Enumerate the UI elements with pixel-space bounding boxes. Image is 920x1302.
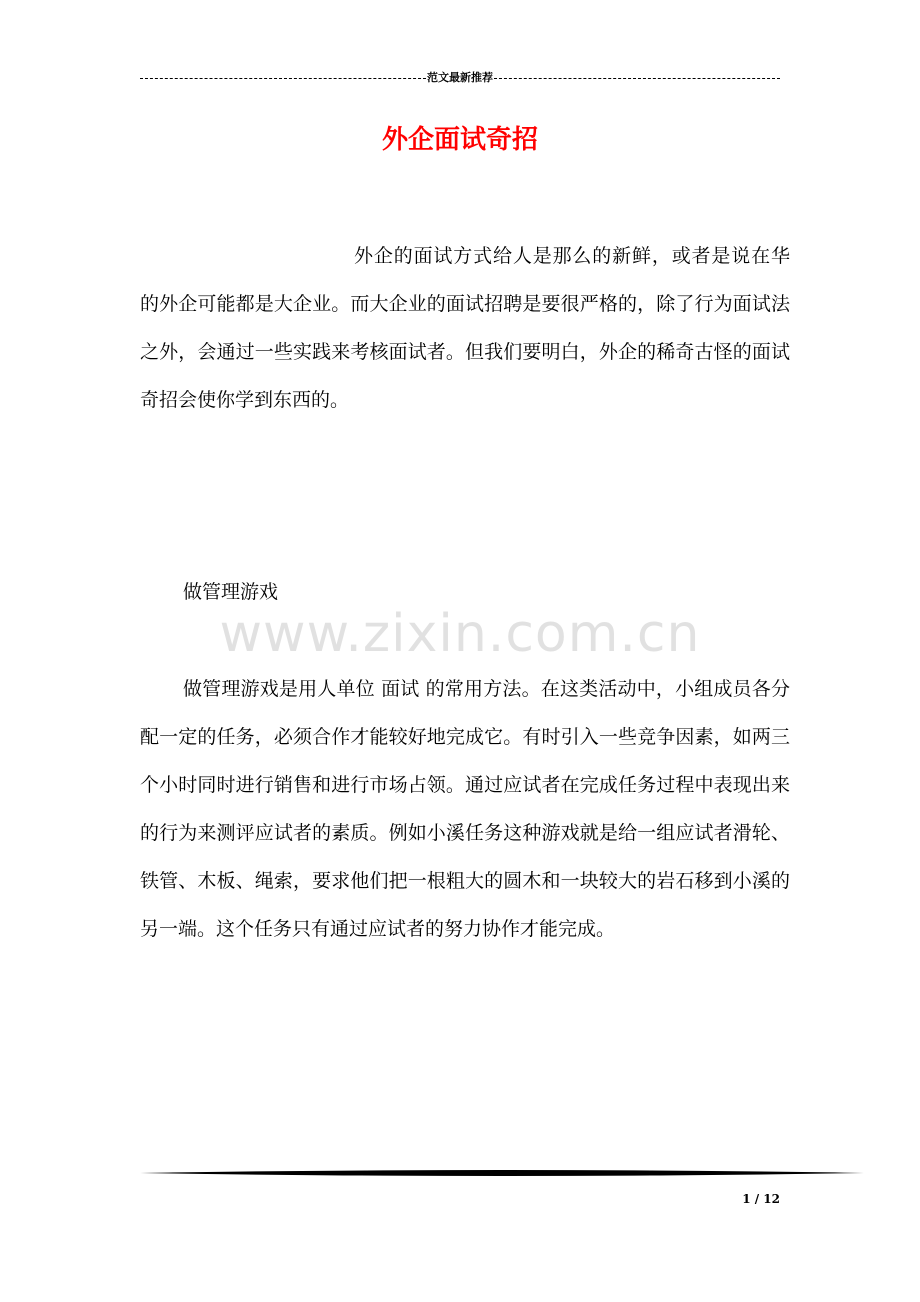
page-number: 1 / 12 bbox=[742, 1192, 780, 1206]
page-title: 外企面试奇招 bbox=[381, 125, 538, 155]
footer-rule bbox=[140, 1166, 864, 1180]
watermark: www.zixin.com.cn bbox=[219, 604, 701, 664]
intro-paragraph: 外企的面试方式给人是那么的新鲜，或者是说在华的外企可能都是大企业。而大企业的面试招聘是要很严格的，除了行为面试法之外，会通过一些实践来考核面试者。但我们要明白，外企的稀奇古怪的面试奇招会使你学到东西的。 bbox=[140, 245, 790, 411]
section-paragraph: 做管理游戏是用人单位 面试 的常用方法。在这类活动中，小组成员各分配一定的任务，必须合作才能较好地完成它。有时引入一些竞争因素，如两三个小时同时进行销售和进行市场占领。通过应试者在完成任务过程中表现出来的行为来测评应试者的素质。例如小溪任务这种游戏就是给一组应试者滑轮、铁管、木板、绳索，要求他们把一根粗大的圆木和一块较大的岩石移到小溪的另一端。这个任务只有通过应试者的努力协作才能完成。 bbox=[140, 678, 790, 940]
header-dashes-right bbox=[494, 78, 780, 79]
header-label: 范文最新推荐 bbox=[427, 71, 493, 84]
section-heading: 做管理游戏 bbox=[183, 581, 279, 603]
header-dashes-left bbox=[140, 78, 426, 79]
header-rule bbox=[140, 68, 780, 86]
